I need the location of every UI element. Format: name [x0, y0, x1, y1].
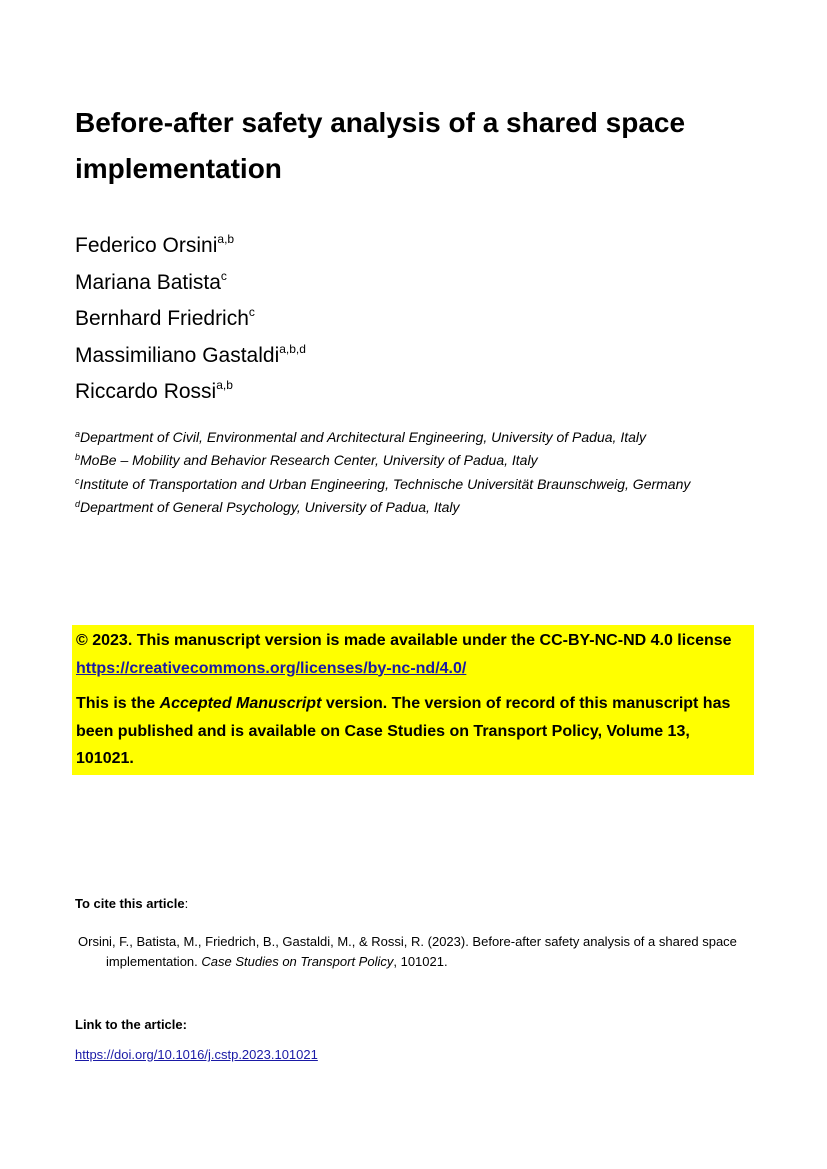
- author-item: [75, 374, 306, 411]
- affiliation-mark: a: [75, 429, 81, 439]
- cite-heading: [75, 896, 188, 911]
- license-notice-box: [72, 625, 754, 775]
- affiliation-text: Institute of Transportation and Urban Engineering, Technische Universität Braunschweig, Germany: [79, 475, 691, 492]
- author-affiliation-marks: c: [220, 268, 227, 283]
- author-name: Massimiliano Gastaldi: [75, 343, 280, 367]
- affiliation-item: [75, 449, 690, 472]
- citation-article-number: , 101021.: [393, 954, 448, 969]
- affiliation-mark: c: [75, 475, 80, 486]
- doi-link[interactable]: https://doi.org/10.1016/j.cstp.2023.101021: [75, 1047, 318, 1062]
- affiliation-text: Department of Civil, Environmental and Architectural Engineering, University of Padua, Italy: [80, 429, 646, 445]
- affiliation-text: Department of General Psychology, University of Padua, Italy: [80, 498, 460, 515]
- affiliation-item: [75, 473, 690, 496]
- author-affiliation-marks: c: [248, 305, 255, 319]
- author-item: [75, 228, 306, 265]
- author-affiliation-marks: a,b,d: [279, 341, 306, 356]
- affiliation-mark: d: [75, 498, 81, 509]
- cite-heading-colon: :: [184, 896, 189, 911]
- author-item: [75, 338, 306, 375]
- citation-authors-title: Orsini, F., Batista, M., Friedrich, B., Gastaldi, M., & Rossi, R. (2023). Before-after safety analysis of a shared space implementation.: [78, 934, 737, 969]
- author-name: Bernhard Friedrich: [75, 307, 249, 330]
- citation-journal: Case Studies on Transport Policy: [201, 954, 394, 969]
- paper-title: Before-after safety analysis of a shared space implementation: [75, 107, 686, 184]
- license-link[interactable]: https://creativecommons.org/licenses/by-nc-nd/4.0/: [76, 659, 467, 677]
- author-list: [75, 228, 306, 411]
- author-name: Mariana Batista: [75, 270, 221, 294]
- cite-heading-label: To cite this article: [75, 896, 185, 911]
- license-statement-text: © 2023. This manuscript version is made available under the CC-BY-NC-ND 4.0 license: [76, 632, 732, 649]
- article-link-heading: Link to the article:: [75, 1017, 187, 1032]
- author-affiliation-marks: a,b: [216, 378, 233, 392]
- author-item: [75, 301, 306, 338]
- author-item: [75, 265, 306, 302]
- affiliation-list: [75, 426, 690, 519]
- affiliation-mark: b: [75, 452, 81, 463]
- accepted-manuscript-emphasis: Accepted Manuscript: [159, 695, 322, 712]
- author-name: Federico Orsini: [75, 234, 218, 257]
- accepted-manuscript-text-after: version. The version of record of this manuscript has been published and is available on Case Studies on Transport Policy, Volume 13, 101021.: [76, 695, 731, 767]
- author-name: Riccardo Rossi: [75, 380, 217, 403]
- affiliation-item: [75, 426, 690, 449]
- accepted-manuscript-statement: [76, 690, 750, 773]
- author-affiliation-marks: a,b: [217, 232, 235, 246]
- affiliation-text: MoBe – Mobility and Behavior Research Center, University of Padua, Italy: [80, 452, 538, 469]
- affiliation-item: [75, 496, 690, 519]
- citation-text: [78, 932, 758, 972]
- license-statement: [76, 627, 750, 682]
- accepted-manuscript-text-before: This is the: [76, 695, 160, 712]
